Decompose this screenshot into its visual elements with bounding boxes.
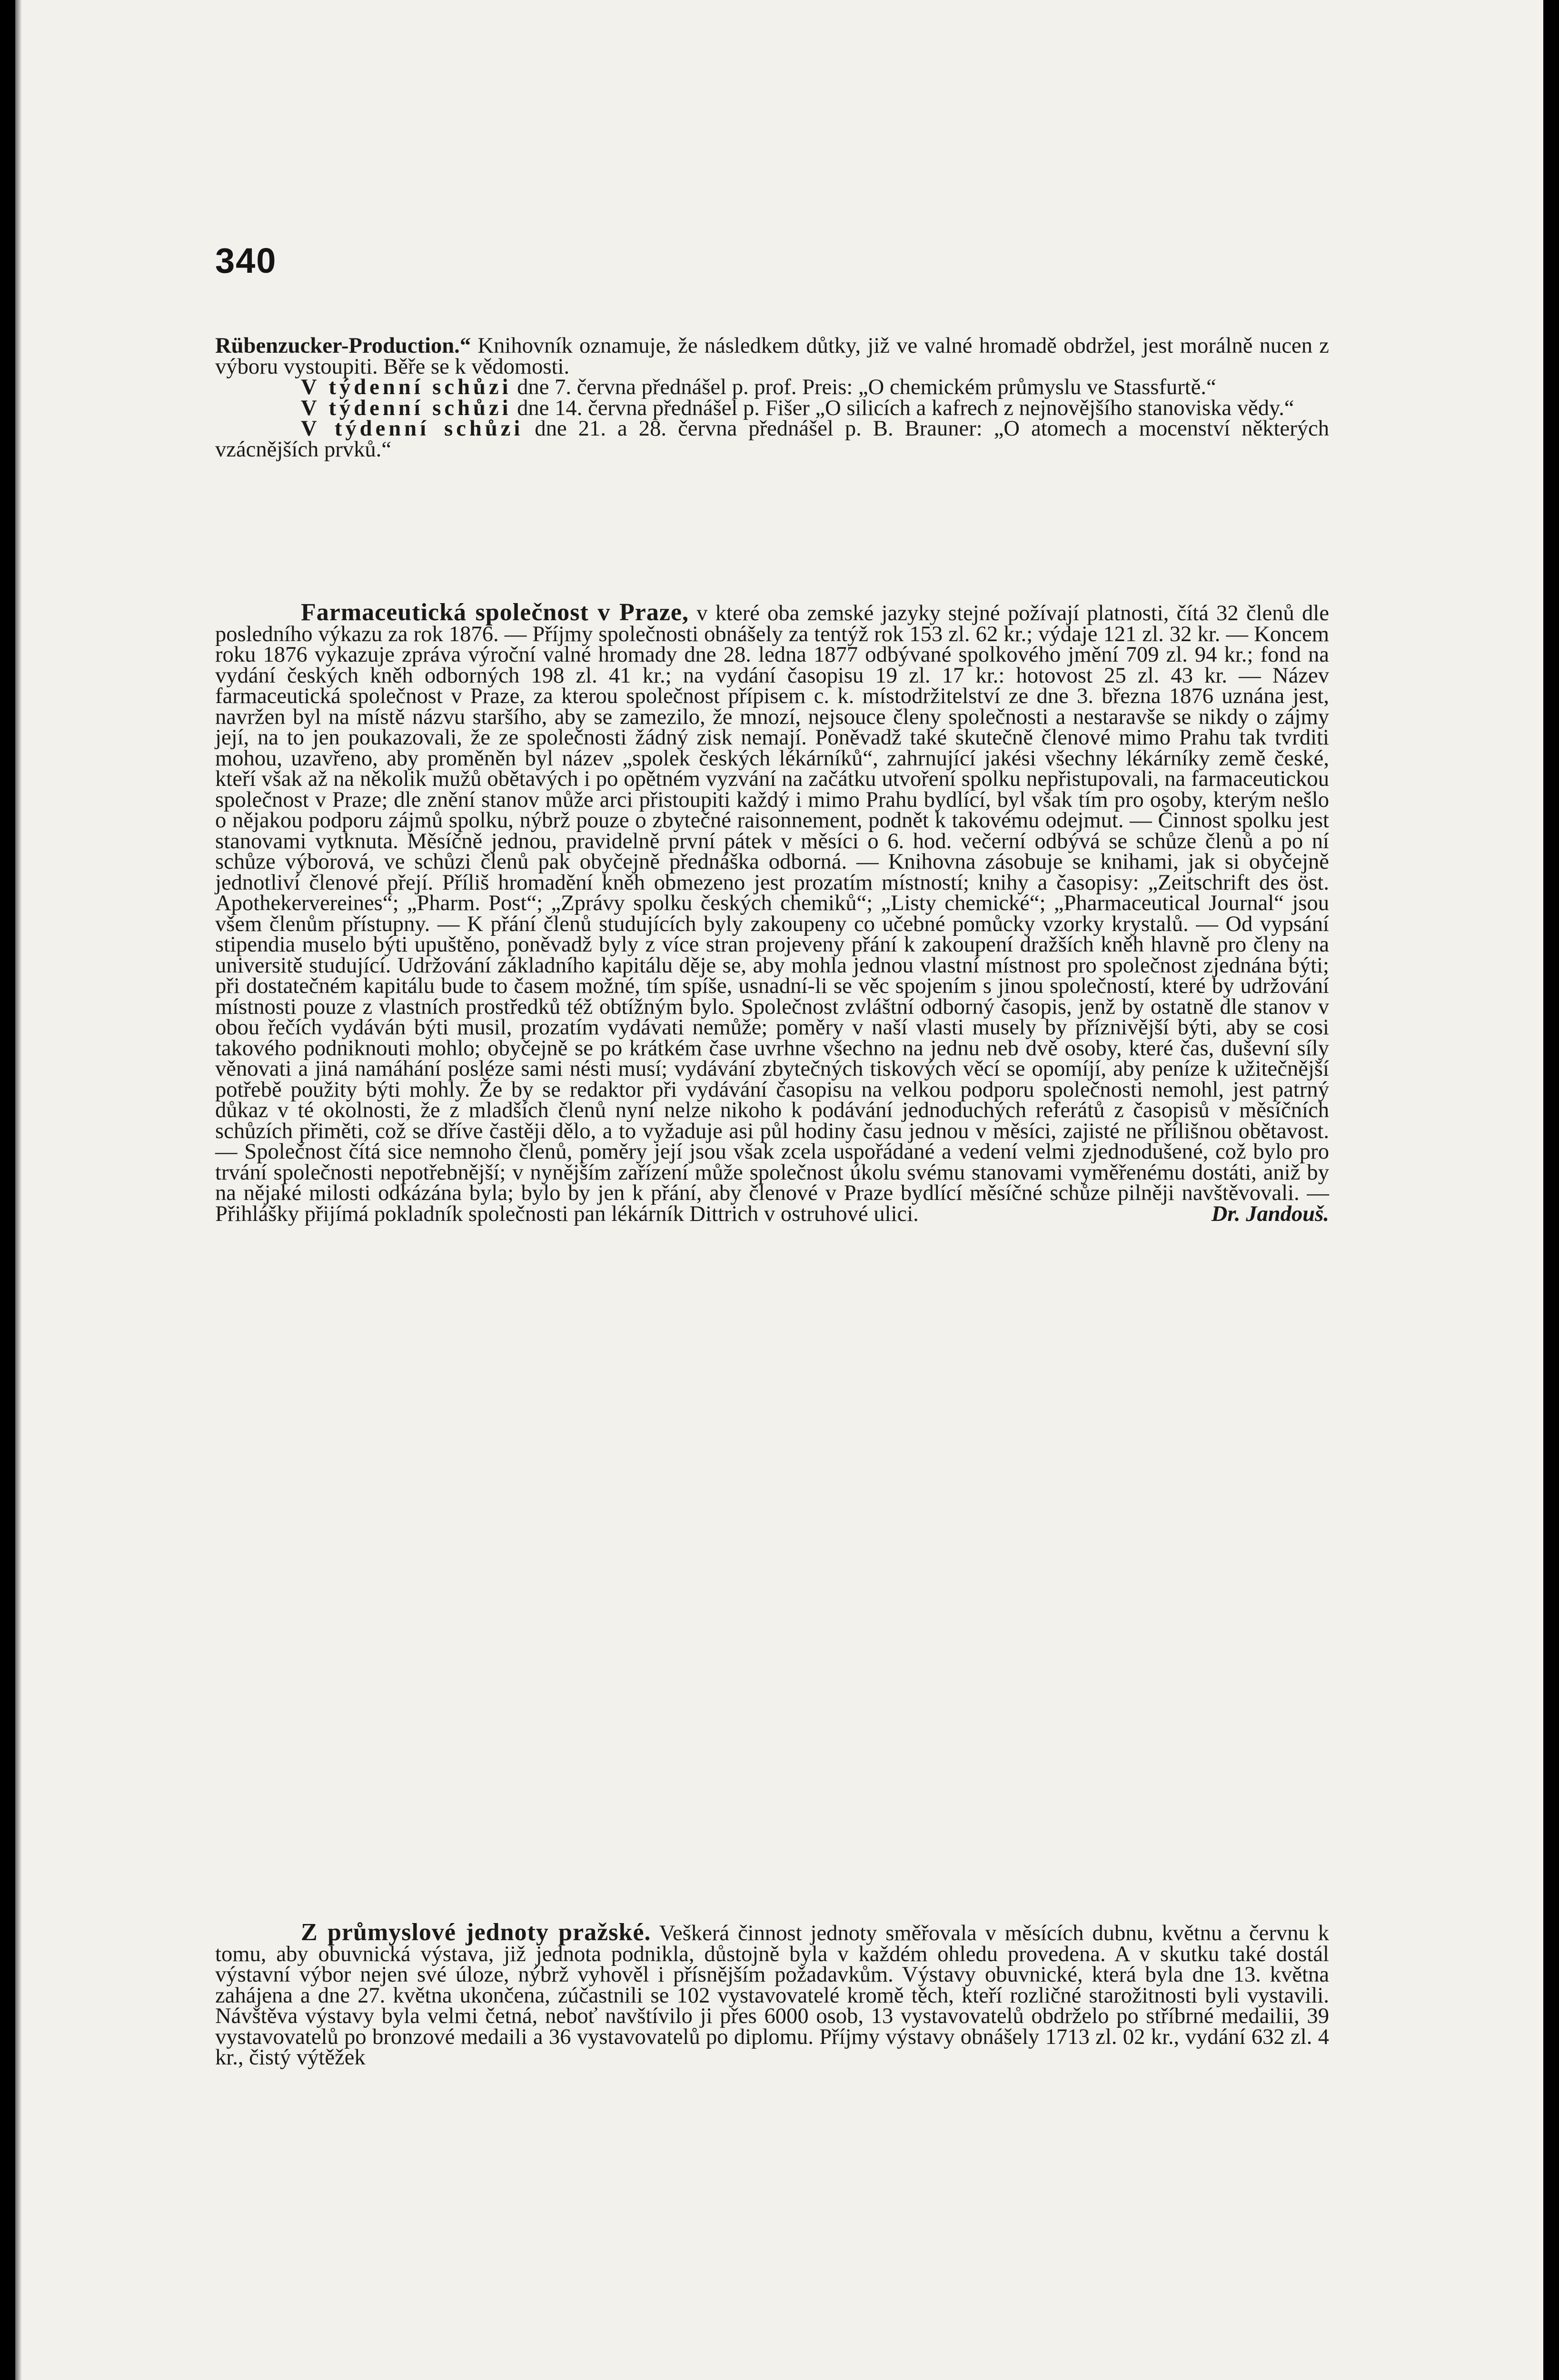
paragraph-text: Veškerá činnost jednoty směřovala v měsících dubnu, květnu a červnu k tomu, aby obuvnická výstava, již jednota podnikla, důstojně byla v každém ohledu provedena. A v skutku také dostál výstavní výbor nejen své úloze, nýbrž vyhověl i přísnějším požadavkům. Výstavy obuvnické, která byla dne 13. května zahájena a dne 27. května ukončena, zúčastnili se 102 vystavovatelé kromě těch, kteří rozličné starožitnosti byli vystavili. Návštěva výstavy byla velmi četná, neboť navštívilo ji přes 6000 osob, 13 vystavovatelů obdrželo po stříbrné medailii, 39 vystavovatelů po bronzové medaili a 36 vystavovatelů po diplomu. Příjmy výstavy obnášely 1713 zl. 02 kr., vydání 632 zl. 4 kr., čistý výtěžek — [215, 1921, 1329, 2070]
paragraph-librarian — [215, 333, 1329, 379]
paragraph-lead: Rübenzucker-Production.“ — [215, 333, 471, 358]
paragraph-lead: V týdenní schůzi — [301, 395, 512, 420]
section-industrial-union — [215, 1919, 1329, 2070]
paragraph-lecture-brauner — [215, 418, 1329, 460]
paragraph-industrial-union — [215, 1919, 1329, 2070]
section-title: Farmaceutická společnost v Praze, — [301, 599, 689, 626]
section-pharmaceutical-society — [215, 599, 1330, 1226]
paragraph-pharmaceutical-society — [215, 599, 1330, 1226]
paragraph-text: dne 21. a 28. června přednášel p. B. Brauner: „O atomech a mocenství některých vzácnějších prvků.“ — [215, 416, 1329, 462]
paragraph-lecture-fiser — [215, 395, 1329, 420]
paragraph-text: dne 14. června přednášel p. Fišer „O silicích a kafrech z nejnovějšího stanoviska vědy.“ — [511, 395, 1294, 420]
paragraph-text: Knihovník oznamuje, že následkem důtky, již ve valné hromadě obdržel, jest morálně nucen z výboru vystoupiti. Běře se k vědomosti. — [215, 333, 1329, 379]
page-number: 340 — [215, 241, 277, 280]
paragraph-text: dne 7. června přednášel p. prof. Preis: „O chemickém průmyslu ve Stassfurtě.“ — [511, 375, 1216, 399]
paragraph-text: v které oba zemské jazyky stejné požívají platnosti, čítá 32 členů dle posledního výkazu za rok 1876. — Příjmy společnosti obnášely za tentýž rok 153 zl. 62 kr.; výdaje 121 zl. 32 kr. — Koncem roku 1876 vykazuje zpráva výroční valné hromady dne 28. ledna 1877 odbývané spolkového jmění 709 zl. 94 kr.; fond na vydání českých kněh odborných 198 zl. 41 kr.; na vydání časopisu 19 zl. 17 kr.: hotovost 25 zl. 43 kr. — Název farmaceutická společnost v Praze, za kterou společnost přípisem c. k. místodržitelství ze dne 3. března 1876 uznána jest, navržen byl na místě názvu staršího, aby se zamezilo, že mnozí, nejsouce členy společnosti a nestaravše se nikdy o zájmy její, na to jen poukazovali, že ze společnosti žádný zisk nemají. Poněvadž také skutečně členové mimo Prahu tak tvrditi mohou, uzavřeno, aby proměněn byl název „spolek českých lékárníků“, zahrnující jakési všechny lékárníky země české, kteří však až na několik mužů obětavých i po opětném vyzvání na začátku utvoření spolku nepřistupovali, na farmaceutickou společnost v Praze; dle znění stanov může arci přistoupiti každý i mimo Prahu bydlící, byl však tím pro osoby, kterým nešlo o nějakou podporu zájmů spolku, nýbrž pouze o zbytečné raisonnement, podnět k takovému odejmut. — Činnost spolku jest stanovami vytknuta. Měsíčně jednou, pravidelně první pátek v měsíci o 6. hod. večerní odbývá se schůze členů a po ní schůze výborová, ve schůzi členů pak obyčejně přednáška odborná. — Knihovna zásobuje se knihami, jak si obyčejně jednotliví členové přejí. Příliš hromadění kněh obmezeno jest prozatím místností; knihy a časopisy: „Zeitschrift des öst. Apothekervereines“; „Pharm. Post“; „Zprávy spolku českých chemiků“; „Listy chemické“; „Pharmaceutical Journal“ jsou všem členům přístupny. — K přání členů studujících byly zakoupeny co učebné pomůcky vzorky krystalů. — Od vypsání stipendia muselo býti upuštěno, poněvadž byly z více stran projeveny přání k zakoupení dražších kněh hlavně pro členy na universitě studující. Udržování základního kapitálu děje se, aby mohla jednou vlastní místnost pro společnost zjednána býti; při dostatečném kapitálu bude to časem možné, tím spíše, usnadní-li se věc spojením s jinou společností, které by udržování místnosti pouze z vlastních prostředků též obtížným bylo. Společnost zvláštní odborný časopis, jenž by ostatně dle stanov v obou řečích vydáván býti musil, prozatím vydávati nemůže; poměry v naší vlasti musely by příznivější býti, aby se cosi takového podniknouti mohlo; obyčejně se po krátkém čase uvrhne všechno na jednu neb dvě osoby, které čas, duševní síly věnovati a jiná namáhání posléze sami nésti musí; vydávání zbytečných tiskových věcí se opomíjí, aby peníze k užitečnější potřebě použity býti mohly. Že by se redaktor při vydávání časopisu na velkou podporu společnosti nemohl, jest patrný důkaz v té okolnosti, že z mladších členů nyní nelze nikoho k podávání jednoduchých referátů z časopisů v měsíčních schůzích přiměti, což se dříve častěji dělo, a to vyžaduje asi půl hodiny času jednou v měsíci, zajisté ne přílišnou obětavost. — Společnost čítá sice nemnoho členů, poměry její jsou však zcela uspořádané a vedení velmi zjednodušené, což bylo pro trvání společnosti nepotřebnější; v nynějším zařízení může společnost úkolu svému stanovami vyměřenému dostáti, aniž by na nějaké milosti odkázána byla; bylo by jen k přání, aby členové v Praze bydlící měsíčné schůze pilněji navštěvovali. — Přihlášky přijímá pokladník společnosti pan lékárník Dittrich v ostruhové ulici. — [215, 601, 1330, 1226]
section-chemists-report — [215, 333, 1329, 462]
author-signature: Dr. Jandouš. — [1211, 1201, 1329, 1226]
paragraph-lecture-preis — [215, 377, 1329, 398]
paragraph-lead: V týdenní schůzi — [301, 416, 524, 441]
paragraph-lead: V týdenní schůzi — [301, 375, 512, 399]
page-edge-shadow — [15, 0, 22, 2380]
section-title: Z průmyslové jednoty pražské. — [301, 1919, 651, 1946]
